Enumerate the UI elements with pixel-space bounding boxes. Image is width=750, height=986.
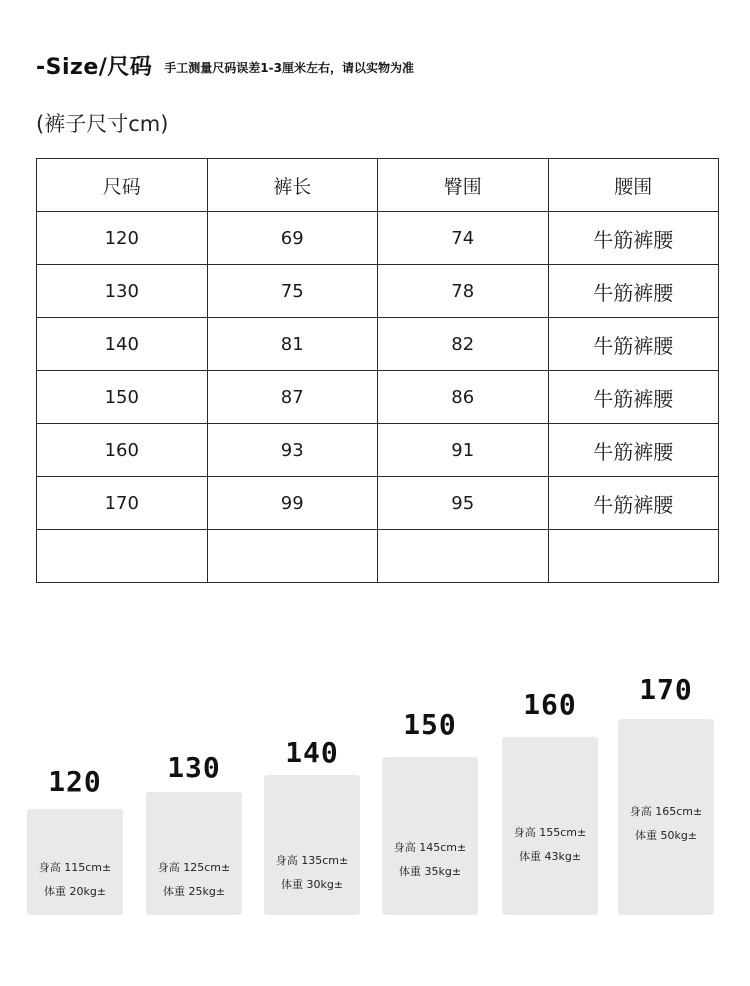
cell-length: 87 [207,371,378,424]
cell-size: 160 [37,424,208,477]
size-guide-height: 身高 155cm± [513,826,587,839]
cell-length: 75 [207,265,378,318]
size-guide-130 [146,751,242,915]
size-guide-height: 身高 125cm± [157,861,231,874]
cell-waist: 牛筋裤腰 [548,265,719,318]
size-header [36,50,414,81]
size-guide-height: 身高 145cm± [393,841,467,854]
cell-waist: 牛筋裤腰 [548,318,719,371]
table-row [37,424,719,477]
cell-length: 81 [207,318,378,371]
cell-hip: 91 [378,424,549,477]
size-guide-weight: 体重 50kg± [634,829,698,842]
table-header-row [37,159,719,212]
cell-hip: 74 [378,212,549,265]
cell-waist [548,530,719,583]
cell-hip: 86 [378,371,549,424]
cell-waist: 牛筋裤腰 [548,371,719,424]
cell-size: 130 [37,265,208,318]
cell-size: 170 [37,477,208,530]
cell-hip: 95 [378,477,549,530]
cell-hip [378,530,549,583]
column-header-hip: 臀围 [378,159,549,212]
size-guide-label: 140 [285,736,339,769]
size-guide-weight: 体重 20kg± [43,885,107,898]
size-guide-120 [27,765,123,915]
cell-size [37,530,208,583]
size-guide-150 [382,708,478,915]
cell-waist: 牛筋裤腰 [548,477,719,530]
cell-size: 150 [37,371,208,424]
size-guide-140 [264,736,360,915]
size-guide-weight: 体重 43kg± [518,850,582,863]
cell-length: 69 [207,212,378,265]
table-row-empty [37,530,719,583]
size-guide-label: 120 [48,765,102,798]
cell-hip: 78 [378,265,549,318]
size-guide-weight: 体重 30kg± [280,878,344,891]
size-guide-weight: 体重 25kg± [162,885,226,898]
table-row [37,265,719,318]
table-row [37,371,719,424]
size-guide-label: 170 [639,673,693,706]
measurement-note: 手工测量尺码误差1-3厘米左右，请以实物为准 [164,61,414,75]
size-guide-height: 身高 115cm± [38,861,112,874]
cell-length: 99 [207,477,378,530]
size-title: -Size/尺码 [36,55,153,80]
table-row [37,212,719,265]
cell-waist: 牛筋裤腰 [548,424,719,477]
column-header-length: 裤长 [207,159,378,212]
size-guide-label: 130 [167,751,221,784]
cell-waist: 牛筋裤腰 [548,212,719,265]
size-guide-label: 150 [403,708,457,741]
cell-size: 140 [37,318,208,371]
cell-size: 120 [37,212,208,265]
size-guide-160 [502,688,598,915]
column-header-waist: 腰围 [548,159,719,212]
column-header-size: 尺码 [37,159,208,212]
table-row [37,318,719,371]
table-row [37,477,719,530]
cell-length: 93 [207,424,378,477]
cell-length [207,530,378,583]
size-guide-weight: 体重 35kg± [398,865,462,878]
size-guide-170 [618,673,714,915]
size-guide-height: 身高 165cm± [629,805,703,818]
size-table [36,158,719,583]
pants-size-subtitle: (裤子尺寸cm) [36,112,169,136]
size-guide-label: 160 [523,688,577,721]
cell-hip: 82 [378,318,549,371]
size-guide-height: 身高 135cm± [275,854,349,867]
